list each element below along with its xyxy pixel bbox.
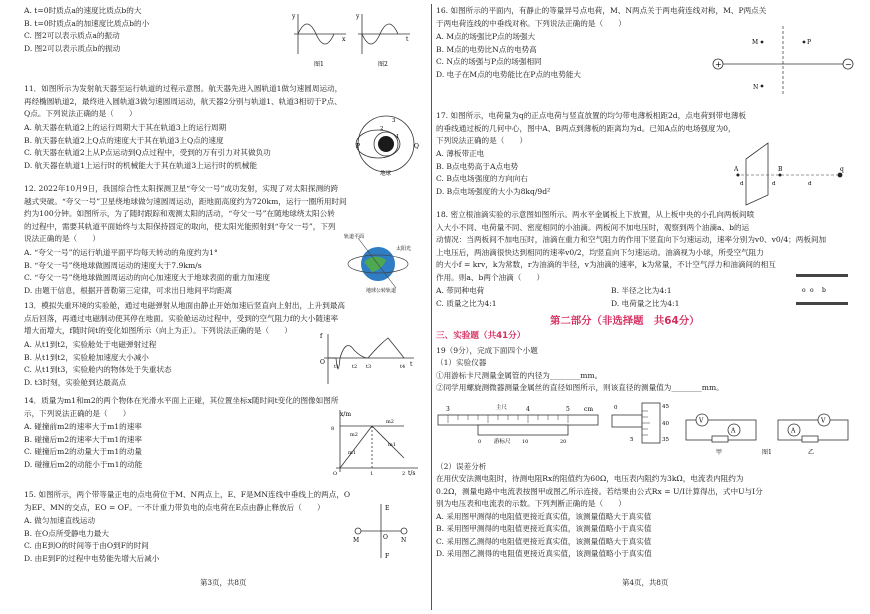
section-subtitle: 三、实验题（共41分） xyxy=(436,331,526,341)
scale-label: 主尺 xyxy=(496,405,508,411)
unit-label: cm xyxy=(584,406,594,413)
tick-label: 1 xyxy=(370,471,374,476)
stem-line: Q点。下列说法正确的是（ ） xyxy=(24,109,137,119)
stem-line: 的过程中，需要其轨道平面始终与太阳保持固定的取向，使太阳光能照射到“夸父一号”，下列 xyxy=(24,221,336,231)
tick-label: t4 xyxy=(400,364,406,370)
meter-label: V xyxy=(699,417,704,425)
drop-label: o xyxy=(802,287,806,294)
q19-part2 xyxy=(436,461,763,511)
q12-options xyxy=(24,247,270,297)
axis-label: t xyxy=(410,361,413,368)
stem-line: ②同学用螺旋测微器测量金属丝的直径如图所示，则该直径的测量值为________mm。 xyxy=(436,383,724,393)
option: B. 航天器在轨道2上Q点的速度大于其在轨道3上Q点的速度 xyxy=(24,135,224,145)
option: A. M点的场强比P点的场强大 xyxy=(436,32,536,41)
tick-label: 4 xyxy=(526,406,530,413)
minus-sign-icon: − xyxy=(845,60,852,69)
orbit-label: 3 xyxy=(392,118,396,124)
point-label: Q xyxy=(414,143,419,150)
q19-options xyxy=(436,511,652,561)
tick-label: 2 xyxy=(402,471,406,476)
figure-label: 太阳光 xyxy=(396,246,412,252)
tick-label: 5 xyxy=(566,406,570,413)
tick-label: 0 xyxy=(478,439,482,445)
orbit-label: 2 xyxy=(380,126,384,132)
stem-line: 18. 密立根油滴实验的示意图如图所示。两水平金属板上下放置，从上板中央的小孔向两板间喷 xyxy=(436,210,755,219)
tick-label: 20 xyxy=(560,439,567,445)
stem-line: 15. 如图所示，两个带等量正电的点电荷位于M、N两点上，E、F是MN连线中垂线上的两点，O xyxy=(24,490,351,499)
figure-caption: 甲 xyxy=(716,449,723,456)
stem-line: 示，下列说法正确的是（ ） xyxy=(24,408,131,418)
scale-label: 游标尺 xyxy=(494,439,511,445)
q19-intro xyxy=(436,345,724,395)
circuit-figure xyxy=(678,410,858,458)
point-label: F xyxy=(385,553,390,560)
tick-label: 40 xyxy=(662,421,669,427)
orbit-figure xyxy=(350,108,422,178)
oil-drop-figure xyxy=(792,270,852,310)
q13-stem xyxy=(24,300,345,338)
option: B. B点电势高于A点电势 xyxy=(436,161,519,171)
drop-label: b xyxy=(822,287,826,294)
mass-label: m1 xyxy=(388,442,396,448)
point-label: P xyxy=(356,143,361,150)
option: D. 由E到F的过程中电势能先增大后减小 xyxy=(24,553,160,563)
q15-options xyxy=(24,515,159,565)
axis-label: x xyxy=(342,36,346,43)
sun-earth-figure xyxy=(338,230,418,294)
q11-options xyxy=(24,122,271,172)
stem-line: 的大小f = krv，k为常数，r为油滴的半径，v为油滴的速率，k为常量，不计空气浮力和油滴间的相互 xyxy=(436,260,776,270)
meter-label: A xyxy=(791,427,796,435)
point-label: A xyxy=(734,166,739,173)
option: A. 碰撞前m2的速率大于m1的速率 xyxy=(24,422,142,431)
option: A. 航天器在轨道2上的运行周期大于其在轨道3上的运行周期 xyxy=(24,123,227,132)
plus-sign-icon: + xyxy=(715,60,722,69)
tick-label: 5 xyxy=(630,437,634,443)
option: A. 带同种电荷 xyxy=(436,286,485,295)
option: C. 碰撞后m2的动量大于m1的动量 xyxy=(24,447,142,457)
section-title: 第二部分（非选择题 共64分） xyxy=(550,315,700,327)
earth-icon xyxy=(378,136,394,152)
stem-line: 13．模拟失重环境的实验舱，通过电磁弹射从地面由静止开始加速后竖直向上射出，上升到最高 xyxy=(24,301,346,310)
q12-stem xyxy=(24,183,347,246)
point-label: N xyxy=(753,84,759,91)
stem-line: （1）实验仪器 xyxy=(436,358,487,368)
figure-label: 地球公转轨道 xyxy=(366,288,397,294)
option: D. 电子在M点的电势能比在P点的电势能大 xyxy=(436,69,582,79)
dipole-figure xyxy=(708,20,858,98)
point-label: O xyxy=(383,534,388,541)
stem-line: 动情况：当两板间不加电压时，油滴在重力和空气阻力的作用下竖直向下匀速运动，速率分别为v0、v0/4；两板间加 xyxy=(436,235,827,245)
option: B. 从t1到t2，实验舱加速度大小减小 xyxy=(24,352,149,362)
meter-label: A xyxy=(731,427,736,435)
wave-figure xyxy=(290,8,415,70)
stem-line: 别为电压表和电流表的示数。下列判断正确的是（ ） xyxy=(436,499,626,509)
resistor-icon xyxy=(802,436,818,442)
option: B. 半径之比为4:1 xyxy=(611,286,672,295)
point-label: M xyxy=(752,39,759,46)
right-column xyxy=(432,0,870,614)
option: C. B点电场强度的方向向右 xyxy=(436,174,528,184)
stem-line: 在用伏安法测电阻时，待测电阻Rx的阻值约为60Ω，电压表内阻约为3kΩ，电流表内阻约为 xyxy=(436,474,744,484)
option: C. N点的场强与P点的场强相同 xyxy=(436,57,542,67)
stem-line: 16. 如图所示的平面内，有静止的等量异号点电荷，M、N两点关于两电荷连线对称，M、P两点关 xyxy=(436,6,767,15)
point-label: B xyxy=(778,166,783,173)
point-label: E xyxy=(385,505,390,512)
q10-options xyxy=(24,5,149,55)
option: D. 航天器在轨道1上运行时的机械能大于其在轨道3上运行时的机械能 xyxy=(24,160,257,170)
vernier-caliper-figure xyxy=(434,397,609,452)
option: C. 图2可以表示质点a的振动 xyxy=(24,31,120,41)
option: B. t=0时质点a的加速度比质点b的小 xyxy=(24,18,150,28)
axis-label: t xyxy=(406,36,409,43)
tick-label: 45 xyxy=(662,404,669,410)
force-time-figure xyxy=(318,330,418,386)
q16-options xyxy=(436,31,581,81)
option: D. 采用图乙测得的电阻值更接近真实值，该测量值略小于真实值 xyxy=(436,549,652,559)
stem-line: 12. 2022年10月9日，我国综合性太阳探测卫星“夸父一号”成功发射，实现了对太阳探测的跨 xyxy=(24,184,339,193)
figure-caption: 图2 xyxy=(378,61,388,68)
mass-label: m2 xyxy=(350,432,358,438)
option: D. t3时刻，实验舱到达最高点 xyxy=(24,377,127,387)
axis-label: y xyxy=(356,13,360,20)
stem-line: ①用游标卡尺测量金属管的内径为________mm。 xyxy=(436,370,603,380)
tick-label: 3 xyxy=(446,406,450,413)
stem-line: 17. 如图所示，电荷量为q的正点电荷与竖直放置的均匀带电薄板相距2d，点电荷到带电薄板 xyxy=(436,111,747,120)
stem-line: 作用。则a、b两个油滴（ ） xyxy=(436,272,545,282)
stem-line: 约为100分钟。如图所示，为了随时跟踪和观测太阳的活动，“夸父一号”在随地球绕太阳公转 xyxy=(24,209,335,219)
option: C. 采用图乙测得的电阻值更接近真实值，该测量值略大于真实值 xyxy=(436,536,652,546)
q11-stem xyxy=(24,83,342,121)
option: C. 质量之比为4:1 xyxy=(436,298,497,308)
point-label: P xyxy=(807,39,812,46)
charges-mn-figure xyxy=(350,500,412,562)
option: A. 采用图甲测得的电阻值更接近真实值，该测量值略大于真实值 xyxy=(436,512,652,521)
q17-options xyxy=(436,148,550,198)
tick-label: 35 xyxy=(662,437,669,443)
mass-label: m2 xyxy=(386,419,394,425)
stem-line: 0.2Ω，测量电路中电流表按图甲或图乙所示连接。若结果由公式Rx = U/I计算得出，式中U与I分 xyxy=(436,486,763,496)
stem-line: 上电压后，两油滴很快达到相同的速率v0/2，均竖直向下匀速运动。油滴视为小球，所受空气阻力 xyxy=(436,247,764,257)
figure-caption: 图1 xyxy=(762,449,772,456)
figure-caption: 乙 xyxy=(808,449,815,456)
q18-stem xyxy=(436,209,826,285)
distance-label: d xyxy=(772,181,776,187)
point-label: M xyxy=(353,537,360,544)
orbit-label: 1 xyxy=(396,134,400,140)
stem-line: 14．质量为m1和m2的两个物体在光滑水平面上正碰，其位置坐标x随时间t变化的图像如图所 xyxy=(24,396,339,405)
mass-label: m1 xyxy=(348,450,356,456)
stem-line: 的垂线通过板的几何中心，图中A、B两点到薄板的距离均为d。已知A点的电场强度为0， xyxy=(436,123,736,133)
option: C. 由E到O的时间等于由O到F的时间 xyxy=(24,541,149,551)
figure-caption: 图1 xyxy=(314,61,324,68)
resistor-icon xyxy=(712,436,728,442)
stem-line: 入大小不同、电荷量不同、密度相同的小油滴。两板间不加电压时，观察到两个油滴a、b的运 xyxy=(436,222,750,232)
tick-label: t2 xyxy=(352,364,358,370)
stem-line: （2）误差分析 xyxy=(436,462,487,471)
option: A. t=0时质点a的速度比质点b的大 xyxy=(24,6,142,15)
option: B. M点的电势比N点的电势高 xyxy=(436,44,537,54)
earth-label: 地球 xyxy=(380,171,392,177)
drop-label: o xyxy=(810,287,814,294)
charge-label: q xyxy=(840,166,844,173)
option: C. “夸父一号”绕地球做圆周运动的向心加速度大于地球表面的重力加速度 xyxy=(24,273,270,283)
option: B. 在O点所受静电力最大 xyxy=(24,528,109,538)
option: C. 航天器在轨道2上从P点运动到Q点过程中，受到的万有引力对其做负功 xyxy=(24,148,271,158)
option: B. 碰撞后m2的速率大于m1的速率 xyxy=(24,434,143,444)
stem-line: 下列说法正确的是（ ） xyxy=(436,136,528,146)
option: A. 从t1到t2，实验舱处于电磁弹射过程 xyxy=(24,340,157,349)
q17-stem xyxy=(436,110,746,148)
distance-label: d xyxy=(740,181,744,187)
tick-label: t1 xyxy=(334,364,340,370)
q14-options xyxy=(24,421,142,471)
stem-line: 于两电荷连线的中垂线对称。下列说法正确的是（ ） xyxy=(436,18,626,28)
page-footer-right: 第4页，共8页 xyxy=(622,578,669,587)
axis-label: t/s xyxy=(408,470,416,476)
axis-label: f xyxy=(320,333,323,340)
stem-line: 为EF、MN的交点，EO = OF。一不计重力带负电的点电荷在E点由静止释放后（ ） xyxy=(24,502,325,512)
axis-label: x/m xyxy=(340,411,352,418)
tick-label: t3 xyxy=(366,364,372,370)
tick-label: O xyxy=(333,471,338,476)
left-column xyxy=(0,0,432,614)
stem-line: 11．如图所示为发射航天器至运行轨道的过程示意图。航天器先进入圆轨道1做匀速圆周运动， xyxy=(24,84,343,93)
tick-label: 0 xyxy=(614,405,618,411)
charge-icon xyxy=(355,528,361,534)
option: B. 采用图甲测得的电阻值更接近真实值，该测量值略小于真实值 xyxy=(436,524,652,534)
stem-line: 19（9分），完成下面四个小题 xyxy=(436,346,538,355)
option: C. 从t1到t3，实验舱内的物体处于失重状态 xyxy=(24,365,172,375)
option: A. 做匀加速直线运动 xyxy=(24,516,96,525)
q13-options xyxy=(24,339,172,389)
q15-stem xyxy=(24,489,350,514)
tick-label: 10 xyxy=(522,439,529,445)
q14-stem xyxy=(24,395,338,420)
axis-label: y xyxy=(292,13,296,20)
meter-label: V xyxy=(821,417,826,425)
option: A. 薄板带正电 xyxy=(436,149,485,158)
stem-line: 增大而增大，f随时间t的变化如图所示（向上为正）。下列说法正确的是（ ） xyxy=(24,326,292,336)
micrometer-figure xyxy=(610,397,680,452)
distance-label: d xyxy=(808,181,812,187)
option: D. 图2可以表示质点b的振动 xyxy=(24,43,121,53)
option: D. 碰撞后m2的动能小于m1的动能 xyxy=(24,459,143,469)
point-label: N xyxy=(401,537,407,544)
stem-line: 越式突破。“夸父一号”卫星绕地球做匀速圆周运动，距地面高度约为720km，运行一圈所用时间 xyxy=(24,196,347,206)
option: B. “夸父一号”绕地球做圆周运动的速度大于7.9km/s xyxy=(24,260,202,270)
page-footer-left: 第3页，共8页 xyxy=(200,578,247,587)
tick-label: 8 xyxy=(331,426,335,432)
charged-plate-figure xyxy=(732,135,857,207)
stem-line: 再经椭圆轨道2，最终进入圆轨道3做匀速圆周运动，航天器2分别与轨道1、轨道3相切于P点、 xyxy=(24,96,342,106)
figure-label: 轨道平面 xyxy=(344,234,365,240)
stem-line: 说法正确的是（ ） xyxy=(24,234,100,244)
axis-label: O xyxy=(320,359,325,366)
option: A. “夸父一号”的运行轨道平面平均每天转动的角度约为1° xyxy=(24,248,218,257)
position-time-figure xyxy=(326,406,422,476)
stem-line: 点后回落，再通过电磁制动使其停在地面。实验舱运动过程中，受到的空气阻力f的大小随速率 xyxy=(24,313,339,323)
charge-icon xyxy=(401,528,407,534)
option: D. 电荷量之比为4:1 xyxy=(611,298,680,308)
option: D. B点电场强度的大小为8kq/9d² xyxy=(436,186,551,196)
option: D. 由题干信息，根据开普勒第三定律，可求出日地间平均距离 xyxy=(24,285,233,295)
